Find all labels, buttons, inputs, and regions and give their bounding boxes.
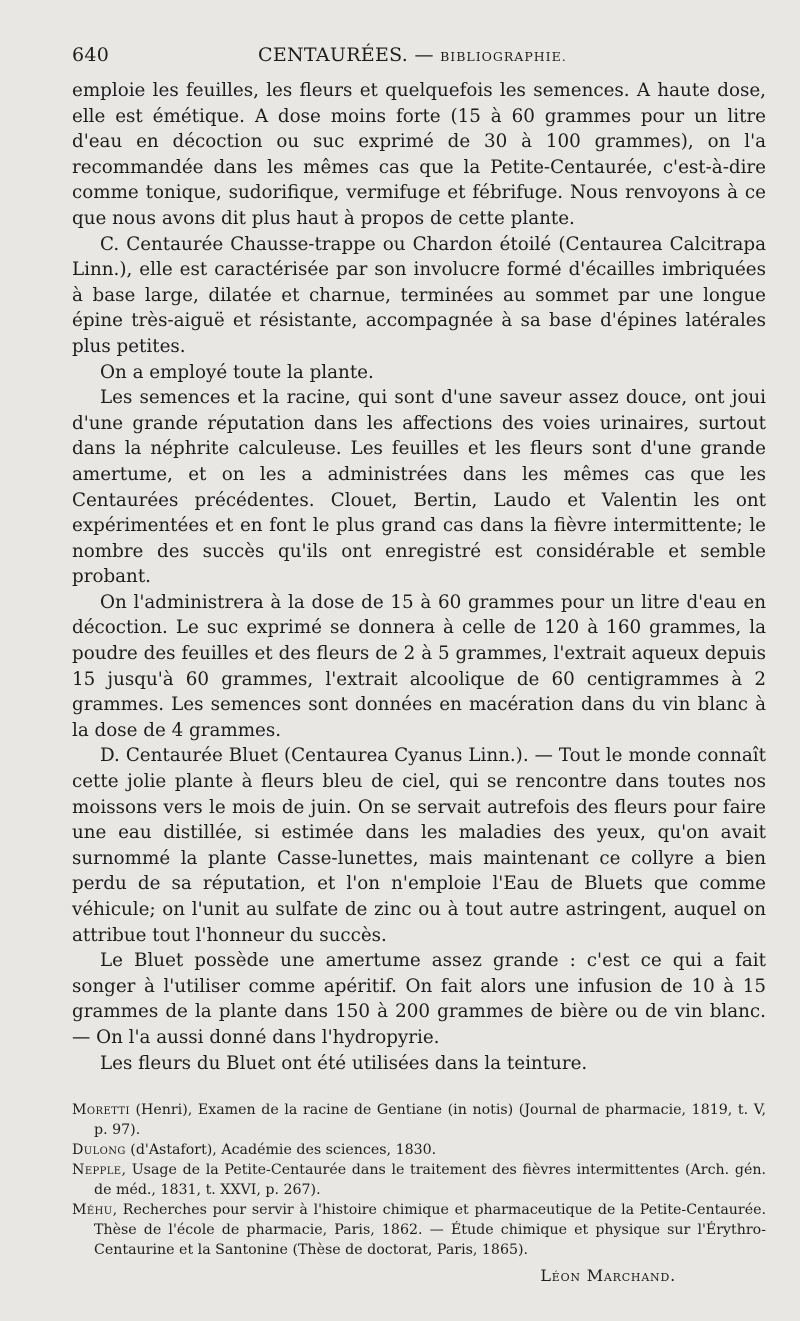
bibliography-entry [72,1200,766,1260]
bib-text: , Usage de la Petite-Centaurée dans le traitement des fièvres intermittentes (Arch. gén. de méd., 1831, t. XXVI, p. 267). [94,1162,766,1199]
bib-author: Méhu [72,1202,113,1219]
running-title [182,44,766,66]
bib-text: , Recherches pour servir à l'histoire chimique et pharmaceutique de la Petite-Centaurée. Thèse de l'école de pharmacie, Paris, 1862. — Étude chimique et physique sur l'Érythro-Centaurine et la Santonine (Thèse de doctorat, Paris, 1865). [94,1202,766,1259]
bib-text: (Henri), Examen de la racine de Gentiane (in notis) (Journal de pharmacie, 1819, t. V, p. 97). [94,1102,766,1139]
paragraph: On a employé toute la plante. [100,361,374,383]
main-text [72,78,766,1076]
running-title-sub: BIBLIOGRAPHIE. [440,49,567,64]
bibliography-entry [72,1100,766,1140]
paragraph: On l'administrera à la dose de 15 à 60 grammes pour un litre d'eau en décoction. Le suc exprimé se donnera à celle de 120 à 160 grammes, la poudre des feuilles et des fleurs de 2 à 5 grammes, l'extrait aqueux depuis 15 jusqu'à 60 grammes, l'extrait alcoolique de 60 centigrammes à 2 grammes. Les semences sont données en macération dans du vin blanc à la dose de 4 grammes. [72,591,766,741]
paragraph: C. Centaurée Chausse-trappe ou Chardon étoilé (Centaurea Calcitrapa Linn.), elle est caractérisée par son involucre formé d'écailles imbriquées à base large, dilatée et charnue, terminées au sommet par une longue épine très-aiguë et résistante, accompagnée à sa base d'épines latérales plus petites. [72,233,766,357]
bib-author: Dulong [72,1142,126,1159]
paragraph: Les semences et la racine, qui sont d'une saveur assez douce, ont joui d'une grande réputation dans les affections des voies urinaires, surtout dans la néphrite calculeuse. Les feuilles et les fleurs sont d'une grande amertume, et on les a administrées dans les mêmes cas que les Centaurées précédentes. Clouet, Bertin, Laudo et Valentin les ont expérimentées et en font le plus grand cas dans la fièvre intermittente; le nombre des succès qu'ils ont enregistré est considérable et semble probant. [72,387,766,588]
paragraph: Le Bluet possède une amertume assez grande : c'est ce qui a fait songer à l'utiliser comme apéritif. On fait alors une infusion de 10 à 15 grammes de la plante dans 150 à 200 grammes de bière ou de vin blanc. — On l'a aussi donné dans l'hydropyrie. [72,950,766,1048]
page-header [72,44,766,78]
paragraph: Les fleurs du Bluet ont été utilisées dans la teinture. [100,1052,588,1074]
bibliography-entry [72,1140,766,1160]
bibliography-entry [72,1160,766,1200]
bibliography [72,1100,766,1260]
bib-author: Moretti [72,1102,130,1119]
running-title-main: CENTAURÉES. — [258,44,434,66]
paragraph: D. Centaurée Bluet (Centaurea Cyanus Linn.). — Tout le monde connaît cette jolie plante à fleurs bleu de ciel, qui se rencontre dans toutes nos moissons vers le mois de juin. On se servait autrefois des fleurs pour faire une eau distillée, si estimée dans les maladies des yeux, qu'on avait surnommé la plante Casse-lunettes, mais maintenant ce collyre a bien perdu de sa réputation, et l'on n'emploie l'Eau de Bluets que comme véhicule; on l'unit au sulfate de zinc ou à tout autre astringent, auquel on attribue tout l'honneur du succès. [72,745,766,946]
author-signature: Léon Marchand. [540,1266,676,1286]
page-number: 640 [72,44,110,66]
paragraph: emploie les feuilles, les fleurs et quelquefois les semences. A haute dose, elle est émétique. A dose moins forte (15 à 60 grammes pour un litre d'eau en décoction ou suc exprimé de 30 à 100 grammes), on l'a recommandée dans les mêmes cas que la Petite-Centaurée, c'est-à-dire comme tonique, sudorifique, vermifuge et fébrifuge. Nous renvoyons à ce que nous avons dit plus haut à propos de cette plante. [72,80,766,229]
bib-author: Nepple [72,1162,122,1179]
bib-text: (d'Astafort), Académie des sciences, 1830. [130,1142,437,1159]
